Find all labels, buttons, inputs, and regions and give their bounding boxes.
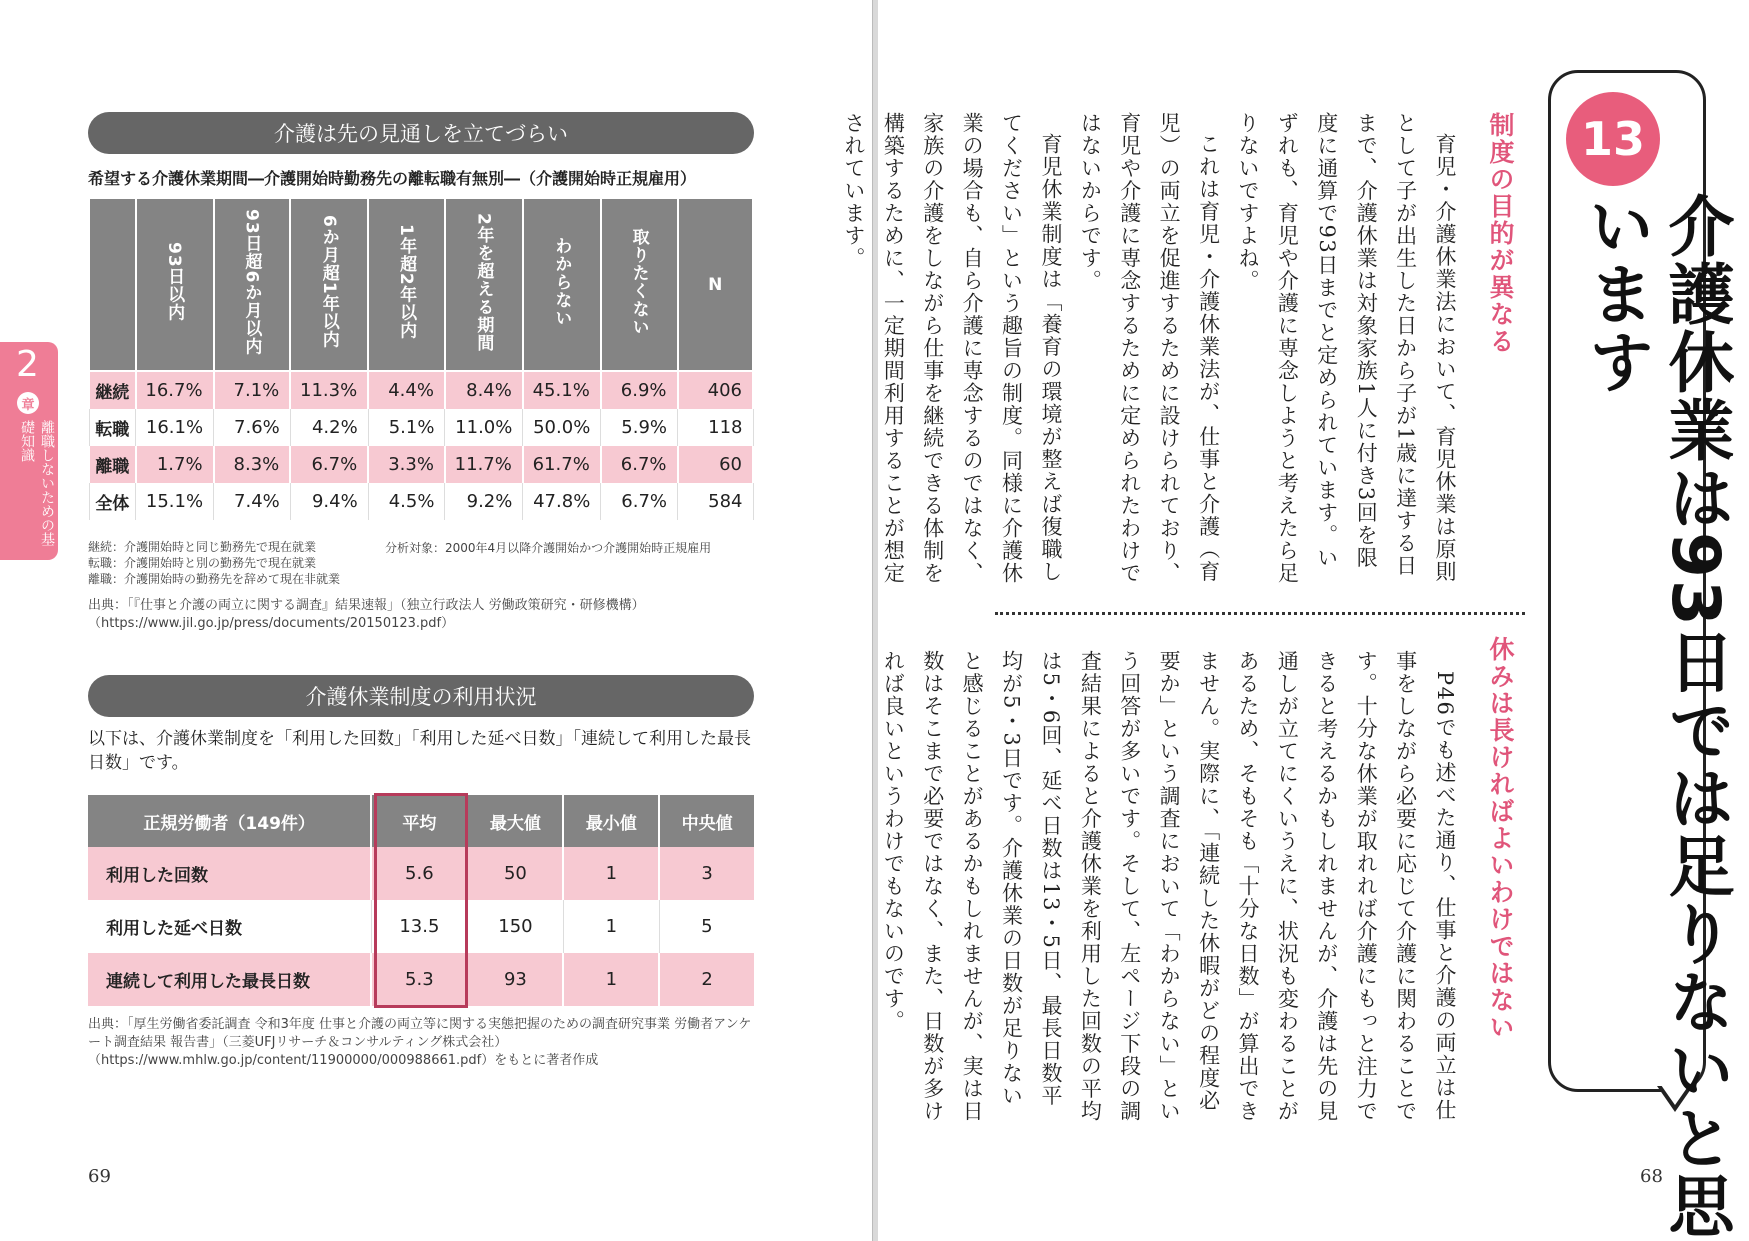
page-number-left: 69 [88, 1166, 111, 1187]
table-cell: 6.9% [601, 371, 678, 409]
section2-body [881, 650, 1464, 1125]
chart1-band-title: 介護は先の見通しを立てづらい [88, 112, 754, 154]
table-row [89, 446, 753, 483]
paragraph: 育児休業制度は「養育の環境が整えば復職してください」という趣旨の制度。同様に介護休業の場合も、自ら介護に専念するのではなく、家族の介護をしながら仕事を継続できる体制を構築するために、一定期間利用することが想定されています。 [841, 112, 1063, 585]
section1-heading: 制度の目的が異なる [1486, 112, 1515, 355]
table-cell: 8.4% [445, 371, 523, 409]
table-cell: 9.2% [445, 483, 523, 520]
chart2-source: 出典：「厚生労働省委託調査 令和3年度 仕事と介護の両立等に関する実態把握のための調査研究事業 労働者アンケート調査結果 報告書」（三菱UFJリサーチ＆コンサルティング株式会社）（https://www.mhlw.go.jp/content/11900000/000988661.pdf）をもとに著者作成 [88, 1017, 752, 1068]
table-cell: 406 [678, 371, 754, 409]
table-cell: 11.7% [445, 446, 523, 483]
table-cell: 1.7% [136, 446, 214, 483]
table-cell: 4.4% [368, 371, 445, 409]
paragraph: 育児・介護休業法において、育児休業は原則として子が出生した日から子が1歳に達する日まで、介護休業は対象家族1人に付き3回を限度に通算で93日までと定められています。いずれも、育児や介護に専念しようと考えたら足りないですよね。 [1235, 112, 1457, 585]
item-number-badge: 13 [1566, 92, 1660, 186]
page-number-right: 68 [1640, 1166, 1663, 1187]
table-cell: 13.5 [371, 900, 467, 953]
table-cell: 11.0% [445, 409, 523, 446]
row-label: 離職 [89, 446, 136, 483]
table-cell: 118 [678, 409, 754, 446]
column-header: 1年超2年以内 [368, 198, 445, 371]
table-cell: 7.6% [214, 409, 291, 446]
note-line: 離職：介護開始時の勤務先を辞めて現在非就業 [88, 572, 341, 586]
table-cell: 9.4% [290, 483, 368, 520]
left-page [0, 0, 873, 1241]
table-cell: 8.3% [214, 446, 291, 483]
section1-body [841, 112, 1464, 587]
row-label: 全体 [89, 483, 136, 520]
leave-period-table [88, 197, 754, 520]
page-headline: 介護休業は93日では足りないと思います [1577, 192, 1734, 1240]
table-cell: 150 [467, 900, 563, 953]
table-notes [88, 539, 340, 587]
table-cell: 5 [659, 900, 754, 953]
table-cell: 93 [467, 953, 563, 1006]
row-label: 利用した延べ日数 [88, 900, 371, 953]
chapter-number: 2 [16, 344, 39, 385]
table-cell: 1 [563, 900, 659, 953]
table-row [89, 409, 753, 446]
table-cell: 15.1% [136, 483, 214, 520]
table-cell: 5.6 [371, 847, 467, 900]
table-cell: 50.0% [523, 409, 601, 446]
column-header: 中央値 [659, 795, 754, 847]
analysis-scope: 分析対象：2000年4月以降介護開始かつ介護開始時正規雇用 [385, 541, 712, 555]
column-header: N [678, 198, 754, 371]
chapter-badge: 章 [17, 392, 39, 414]
table-cell: 50 [467, 847, 563, 900]
table-cell: 45.1% [523, 371, 601, 409]
section-divider [995, 612, 1525, 615]
chart2-band-title: 介護休業制度の利用状況 [88, 675, 754, 717]
table-cell: 3 [659, 847, 754, 900]
chapter-title: 離職しないための基礎知識 [19, 420, 55, 546]
table-cell: 60 [678, 446, 754, 483]
table-cell: 16.1% [136, 409, 214, 446]
table-cell: 1 [563, 953, 659, 1006]
table-cell: 11.3% [290, 371, 368, 409]
row-label: 利用した回数 [88, 847, 371, 900]
table-cell: 5.9% [601, 409, 678, 446]
column-header: 93日以内 [136, 198, 214, 371]
column-header: 最小値 [563, 795, 659, 847]
column-header: 正規労働者（149件） [88, 795, 371, 847]
chart1-subtitle: 希望する介護休業期間―介護開始時勤務先の離転職有無別―（介護開始時正規雇用） [88, 169, 697, 188]
table-cell: 4.5% [368, 483, 445, 520]
column-header: 93日超6か月以内 [214, 198, 291, 371]
chart1-source: 出典：「『仕事と介護の両立に関する調査』結果速報」（独立行政法人 労働政策研究・研修機構）（https://www.jil.go.jp/press/documents/20150123.pdf） [88, 598, 645, 631]
table-cell: 4.2% [290, 409, 368, 446]
table-cell: 16.7% [136, 371, 214, 409]
row-label: 継続 [89, 371, 136, 409]
chapter-tab [0, 342, 58, 560]
column-header: 6か月超1年以内 [290, 198, 368, 371]
note-line: 継続：介護開始時と同じ勤務先で現在就業 [88, 540, 317, 554]
table-cell: 2 [659, 953, 754, 1006]
table-cell: 6.7% [601, 483, 678, 520]
table-cell: 5.3 [371, 953, 467, 1006]
column-header: わからない [523, 198, 601, 371]
note-line: 転職：介護開始時と別の勤務先で現在就業 [88, 556, 317, 570]
table-cell: 5.1% [368, 409, 445, 446]
corner-cell [89, 198, 136, 371]
paragraph: これは育児・介護休業法が、仕事と介護（育児）の両立を促進するために設けられており、育児や介護に専念するために定められたわけではないからです。 [1078, 112, 1221, 585]
table-cell: 6.7% [601, 446, 678, 483]
average-column-highlight [374, 793, 468, 1008]
table-cell: 7.4% [214, 483, 291, 520]
table-cell: 584 [678, 483, 754, 520]
table-cell: 3.3% [368, 446, 445, 483]
column-header: 最大値 [467, 795, 563, 847]
table-cell: 47.8% [523, 483, 601, 520]
column-header: 取りたくない [601, 198, 678, 371]
table-row [89, 483, 753, 520]
table-row [89, 371, 753, 409]
row-label: 連続して利用した最長日数 [88, 953, 371, 1006]
table-cell: 7.1% [214, 371, 291, 409]
table-cell: 6.7% [290, 446, 368, 483]
table-cell: 61.7% [523, 446, 601, 483]
table-cell: 1 [563, 847, 659, 900]
column-header: 平均 [371, 795, 467, 847]
column-header: 2年を超える期間 [445, 198, 523, 371]
paragraph: P46でも述べた通り、仕事と介護の両立は仕事をしながら必要に応じて介護に関わることです。十分な休業が取れれば介護にもっと注力できると考えるかもしれませんが、介護は先の見通しが立てにくいうえに、状況も変わることがあるため、そもそも「十分な日数」が算出できません。実際に、「連続した休暇がどの程度必要か」という調査において「わからない」という回答が多いです。そして、左ページ下段の調査結果によると介護休業を利用した回数の平均は5・6回、延べ日数は13・5日、最長日数平均が5・3日です。介護休業の日数が足りないと感じることがあるかもしれませんが、実は日数はそこまで必要ではなく、また、日数が多ければ良いというわけでもないのです。 [881, 650, 1457, 1123]
chart2-lead: 以下は、介護休業制度を「利用した回数」「利用した延べ日数」「連続して利用した最長日数」です。 [88, 729, 751, 773]
row-label: 転職 [89, 409, 136, 446]
section2-heading: 休みは長ければよいわけではない [1486, 636, 1515, 1041]
